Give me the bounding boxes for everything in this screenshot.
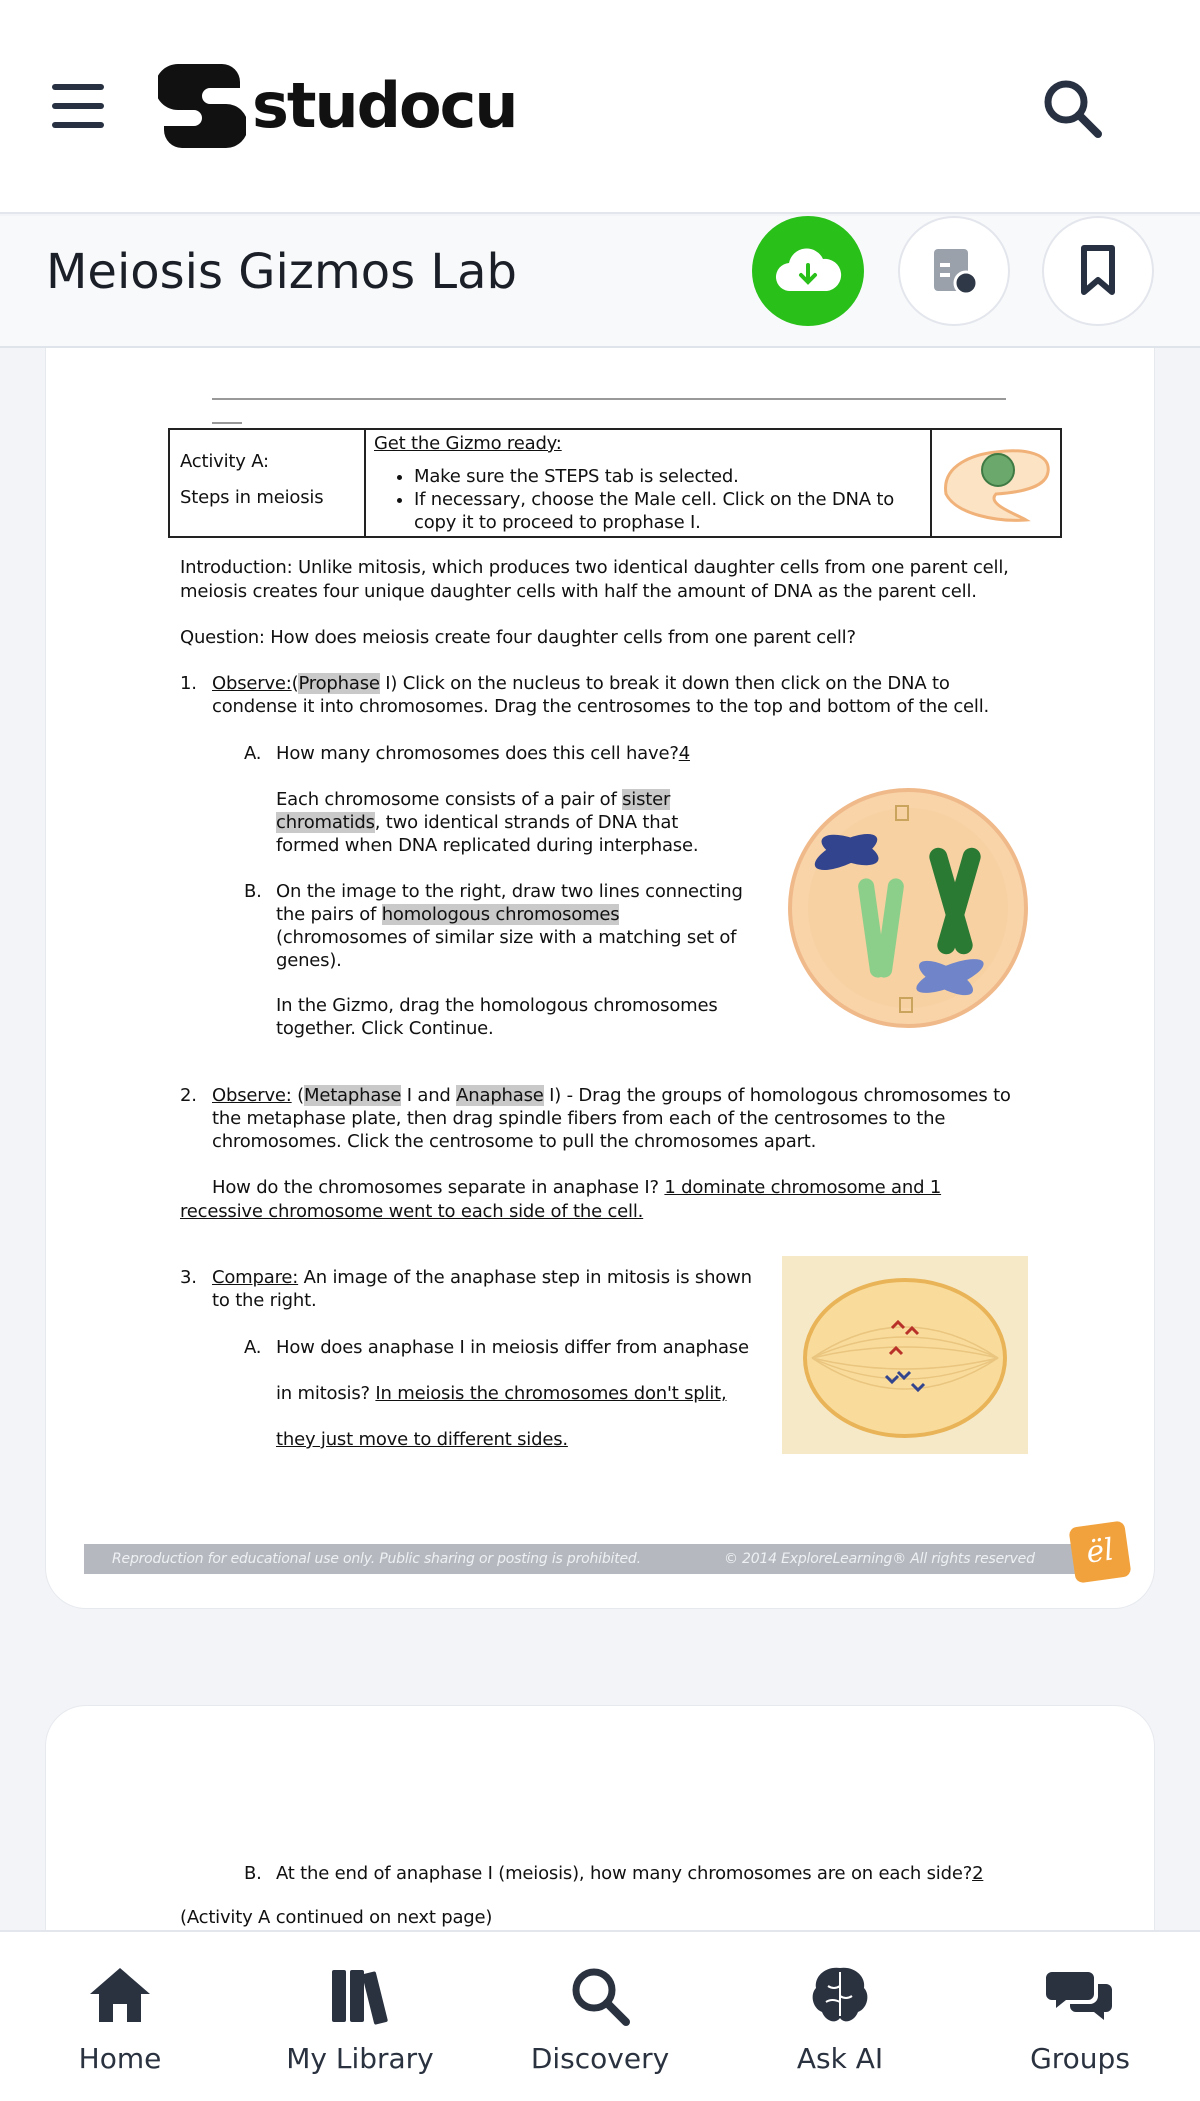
anaphase-mitosis-image <box>782 1256 1028 1454</box>
activity-heading: Get the Gizmo ready: <box>374 433 562 454</box>
nav-label: Home <box>78 2042 162 2075</box>
studocu-logo[interactable] <box>158 60 517 150</box>
paren: ( <box>291 1085 304 1106</box>
highlight-chromatids: chromatids <box>276 812 375 833</box>
q2-line3: chromosomes. Click the centrosome to pull the chromosomes apart. <box>212 1131 817 1152</box>
chromosome-explanation <box>276 788 726 857</box>
p2-b-label: B. <box>244 1863 262 1884</box>
q1-line2: condense it into chromosomes. Drag the centrosomes to the top and bottom of the cell. <box>212 696 990 717</box>
q1a-question <box>276 742 690 765</box>
q3-number: 3. <box>180 1267 197 1288</box>
nav-my-library[interactable] <box>240 1932 480 2101</box>
q1b-label: B. <box>244 881 262 902</box>
text: I) - Drag the groups of homologous chromosomes to <box>543 1085 1011 1106</box>
text: In the Gizmo, drag the homologous chromosomes <box>276 995 718 1016</box>
p2-b-answer: 2 <box>972 1863 984 1884</box>
cell-illustration-icon <box>936 434 1056 524</box>
q1-rest: I) Click on the nucleus to break it down then click on the DNA to <box>379 673 950 694</box>
notes-button[interactable] <box>898 216 1010 326</box>
q3-line2: to the right. <box>212 1290 317 1311</box>
text: At the end of anaphase I (meiosis), how many chromosomes are on each side? <box>276 1863 973 1884</box>
text: An image of the anaphase step in mitosis is shown <box>298 1267 752 1288</box>
activity-label: Activity A: <box>180 451 269 472</box>
answer-line <box>212 398 1006 400</box>
text: together. Click Continue. <box>276 1018 494 1039</box>
text: formed when DNA replicated during interphase. <box>276 835 699 856</box>
search-icon[interactable] <box>1040 76 1104 140</box>
menu-icon[interactable] <box>52 84 108 128</box>
activity-instructions-cell <box>365 429 931 537</box>
q3a-line2 <box>276 1382 727 1405</box>
chat-bubbles-icon <box>1046 1962 1114 2028</box>
activity-sublabel: Steps in meiosis <box>180 487 324 508</box>
page-title: Meiosis Gizmos Lab <box>46 244 517 300</box>
text: (chromosomes of similar size with a matching set of <box>276 927 737 948</box>
p2-b-question <box>276 1862 983 1885</box>
document-page-1 <box>46 300 1154 1608</box>
q2-answer-line2: recessive chromosome went to each side of the cell. <box>180 1201 644 1222</box>
nav-discovery[interactable] <box>480 1932 720 2101</box>
q3a-line1: How does anaphase I in meiosis differ from anaphase <box>276 1337 749 1358</box>
q1a-text: How many chromosomes does this cell have? <box>276 743 679 764</box>
activity-image-cell <box>931 429 1061 537</box>
download-button[interactable] <box>752 216 864 326</box>
q2-number: 2. <box>180 1085 197 1106</box>
q3a-label: A. <box>244 1337 262 1358</box>
footer-right-text: © 2014 ExploreLearning® All rights reserved <box>724 1551 1035 1567</box>
highlight-anaphase: Anaphase <box>456 1085 544 1106</box>
brand-name: studocu <box>252 68 517 142</box>
document-notes-icon <box>926 243 982 299</box>
text: genes). <box>276 950 342 971</box>
highlight-metaphase: Metaphase <box>304 1085 402 1106</box>
activity-bullet: • If necessary, choose the Male cell. Click on the DNA to copy it to proceed to prophase I. <box>414 488 922 534</box>
q1a-label: A. <box>244 743 262 764</box>
footer-left-text: Reproduction for educational use only. Public sharing or posting is prohibited. <box>112 1551 641 1567</box>
intro-line: meiosis creates four unique daughter cells with half the amount of DNA as the parent cell. <box>180 581 977 602</box>
q3-line1 <box>212 1266 752 1289</box>
q3-answer-line2: they just move to different sides. <box>276 1429 568 1450</box>
brain-icon <box>806 1962 874 2028</box>
nav-label: Groups <box>1030 2042 1130 2075</box>
nav-label: Discovery <box>530 2042 670 2075</box>
nav-groups[interactable] <box>960 1932 1200 2101</box>
q1b-instruction <box>276 994 718 1040</box>
top-app-bar <box>0 0 1200 214</box>
q1a-answer: 4 <box>678 743 690 764</box>
observe-label: Observe: <box>212 673 292 694</box>
document-title-bar <box>0 216 1200 348</box>
search-icon <box>566 1962 634 2028</box>
continued-note: (Activity A continued on next page) <box>180 1907 493 1928</box>
text: Each chromosome consists of a pair of <box>276 789 623 810</box>
bookmark-button[interactable] <box>1042 216 1154 326</box>
q2-line2: the metaphase plate, then drag spindle fibers from each of the centrosomes to the <box>212 1108 946 1129</box>
activity-label-cell <box>169 429 365 537</box>
answer-line <box>212 422 242 424</box>
studocu-logo-mark-icon <box>158 60 246 150</box>
nav-home[interactable] <box>0 1932 240 2101</box>
highlight-sister: sister <box>622 789 671 810</box>
nav-label: My Library <box>286 2042 434 2075</box>
q1-number: 1. <box>180 673 197 694</box>
chromosomes-cell-image <box>786 786 1030 1030</box>
q1b-text <box>276 880 746 972</box>
q3-answer: In meiosis the chromosomes don't split, <box>375 1383 727 1404</box>
paren: ( <box>291 673 299 694</box>
bookmark-icon <box>1076 244 1120 298</box>
home-icon <box>86 1962 154 2028</box>
text: How do the chromosomes separate in anaphase I? <box>212 1177 659 1198</box>
q2-ask <box>212 1176 941 1199</box>
question-text: Question: How does meiosis create four daughter cells from one parent cell? <box>180 627 856 648</box>
text: in mitosis? <box>276 1383 370 1404</box>
highlight-prophase: Prophase <box>298 673 380 694</box>
library-icon <box>326 1962 394 2028</box>
cloud-download-icon <box>773 243 843 299</box>
explorelearning-logo: ël <box>1068 1520 1131 1583</box>
text: On the image to the right, draw two lines connecting <box>276 881 743 902</box>
observe-label: Observe: <box>212 1085 292 1106</box>
q1-line1 <box>212 672 950 695</box>
activity-bullet: • Make sure the STEPS tab is selected. <box>414 465 922 488</box>
text: the pairs of <box>276 904 382 925</box>
bottom-navigation <box>0 1930 1200 2101</box>
nav-ask-ai[interactable] <box>720 1932 960 2101</box>
q2-answer: 1 dominate chromosome and 1 <box>664 1177 942 1198</box>
activity-table <box>168 428 1062 538</box>
page-footer <box>84 1544 1084 1574</box>
text: , two identical strands of DNA that <box>374 812 679 833</box>
nav-label: Ask AI <box>796 2042 884 2075</box>
highlight-homologous: homologous chromosomes <box>381 904 620 925</box>
intro-line: Introduction: Unlike mitosis, which produces two identical daughter cells from one parent cell, <box>180 557 1009 578</box>
compare-label: Compare: <box>212 1267 299 1288</box>
q2-line1 <box>212 1084 1011 1107</box>
text: I and <box>401 1085 457 1106</box>
